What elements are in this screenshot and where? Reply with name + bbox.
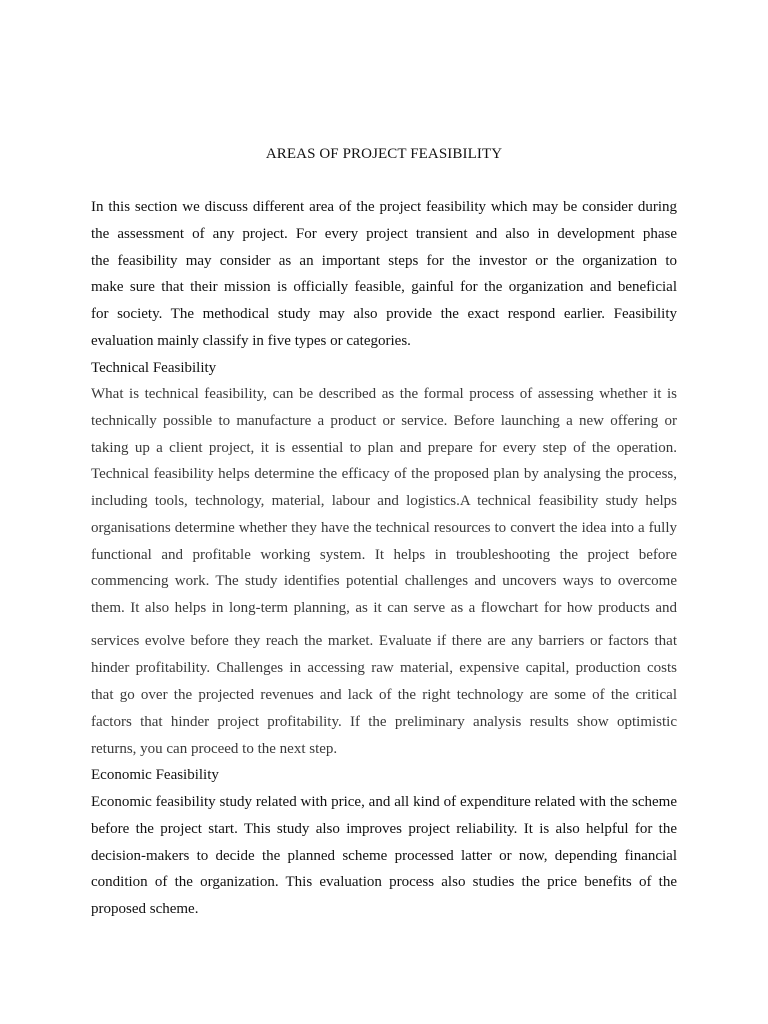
technical-line-1: What is technical feasibility, can be described as the formal process of assessing whether it is xyxy=(91,386,677,402)
technical-line-12: that go over the projected revenues and lack of the right technology are some of the critical xyxy=(91,687,677,703)
economic-line-2: before the project start. This study also improves project reliability. It is also helpful for the xyxy=(91,821,677,837)
technical-line-14: returns, you can proceed to the next step. xyxy=(91,741,338,757)
technical-line-8: commencing work. The study identifies potential challenges and uncovers ways to overcome xyxy=(91,573,677,589)
technical-heading: Technical Feasibility xyxy=(91,360,217,376)
technical-line-4: Technical feasibility helps determine the efficacy of the proposed plan by analysing the process, xyxy=(91,466,677,482)
intro-line-6: evaluation mainly classify in five types or categories. xyxy=(91,333,411,349)
economic-line-1: Economic feasibility study related with price, and all kind of expenditure related with the scheme xyxy=(91,794,677,810)
economic-line-5: proposed scheme. xyxy=(91,901,199,917)
intro-line-4: make sure that their mission is officially feasible, gainful for the organization and beneficial xyxy=(91,279,677,295)
intro-line-3: the feasibility may consider as an important steps for the investor or the organization to xyxy=(91,253,677,269)
intro-line-5: for society. The methodical study may also provide the exact respond earlier. Feasibility xyxy=(91,306,677,322)
technical-line-3: taking up a client project, it is essential to plan and prepare for every step of the operation. xyxy=(91,440,677,456)
technical-line-6: organisations determine whether they have the technical resources to convert the idea into a fully xyxy=(91,520,677,536)
economic-line-4: condition of the organization. This evaluation process also studies the price benefits of the xyxy=(91,874,677,890)
intro-line-1: In this section we discuss different area of the project feasibility which may be consider during xyxy=(91,199,677,215)
technical-line-13: factors that hinder project profitability. If the preliminary analysis results show optimistic xyxy=(91,714,677,730)
technical-line-11: hinder profitability. Challenges in accessing raw material, expensive capital, production costs xyxy=(91,660,677,676)
technical-line-5: including tools, technology, material, labour and logistics.A technical feasibility study helps xyxy=(91,493,677,509)
technical-line-7: functional and profitable working system. It helps in troubleshooting the project before xyxy=(91,547,677,563)
economic-line-3: decision-makers to decide the planned scheme processed latter or now, depending financial xyxy=(91,848,677,864)
page-title: AREAS OF PROJECT FEASIBILITY xyxy=(265,146,503,162)
economic-heading: Economic Feasibility xyxy=(91,767,219,783)
technical-line-2: technically possible to manufacture a product or service. Before launching a new offering or xyxy=(91,413,677,429)
technical-line-10: services evolve before they reach the market. Evaluate if there are any barriers or factors that xyxy=(91,633,677,649)
technical-line-9: them. It also helps in long-term planning, as it can serve as a flowchart for how products and xyxy=(91,600,677,616)
intro-line-2: the assessment of any project. For every project transient and also in development phase xyxy=(91,226,677,242)
